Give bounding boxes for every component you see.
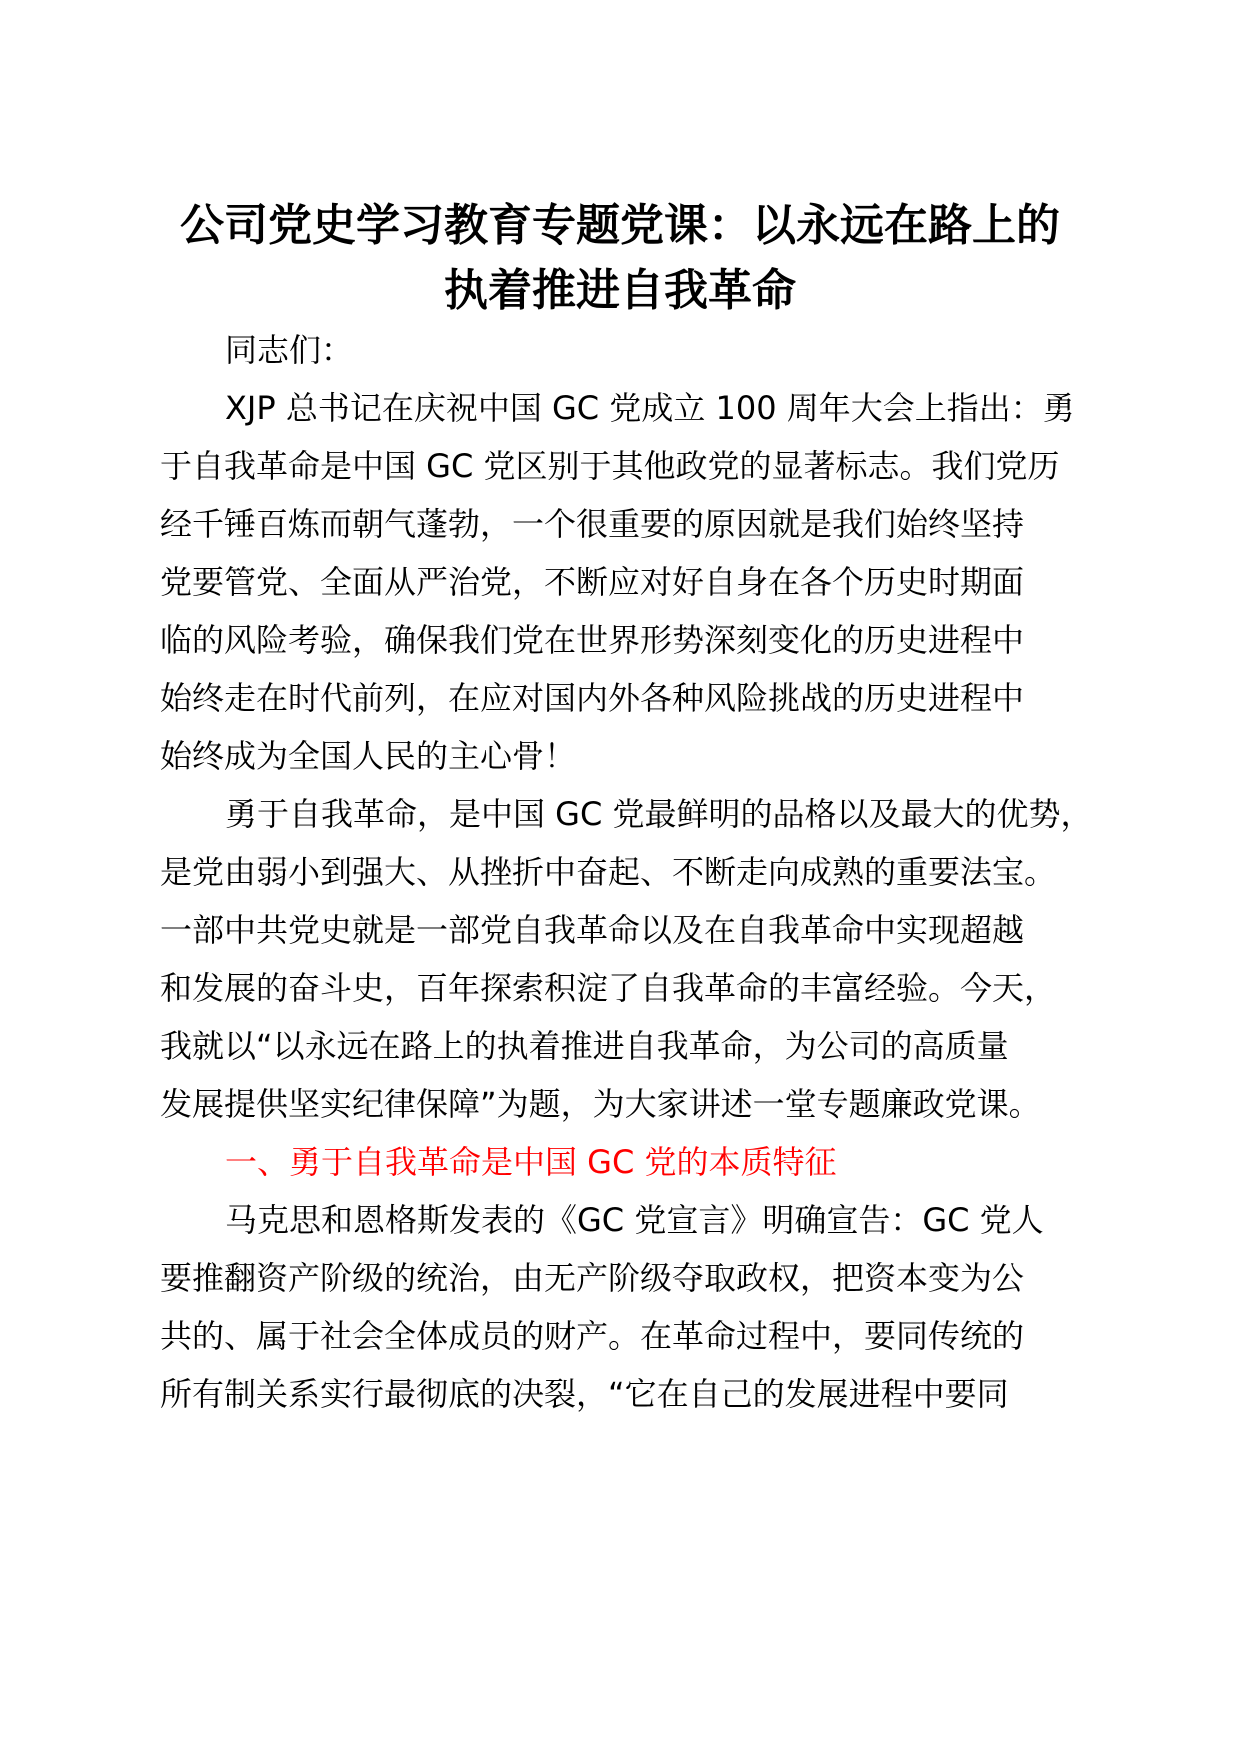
document-title-line-1: 公司党史学习教育专题党课：以永远在路上的 — [180, 200, 1060, 251]
paragraph-line: 党要管党、全面从严治党，不断应对好自身在各个历史时期面 — [160, 563, 1025, 601]
paragraph-line: 勇于自我革命，是中国 GC 党最鲜明的品格以及最大的优势， — [225, 795, 1093, 833]
paragraph-line: 始终成为全国人民的主心骨！ — [160, 737, 577, 775]
document-title-line-2: 执着推进自我革命 — [444, 265, 796, 316]
paragraph-line: 和发展的奋斗史，百年探索积淀了自我革命的丰富经验。今天， — [160, 969, 1057, 1007]
paragraph-line: 于自我革命是中国 GC 党区别于其他政党的显著标志。我们党历 — [160, 447, 1060, 485]
paragraph-line: 所有制关系实行最彻底的决裂，“它在自己的发展进程中要同 — [160, 1375, 1009, 1413]
paragraph-line: 始终走在时代前列，在应对国内外各种风险挑战的历史进程中 — [160, 679, 1025, 717]
paragraph-line: 是党由弱小到强大、从挫折中奋起、不断走向成熟的重要法宝。 — [160, 853, 1057, 891]
paragraph-line: 要推翻资产阶级的统治，由无产阶级夺取政权，把资本变为公 — [160, 1259, 1025, 1297]
salutation: 同志们： — [225, 331, 354, 369]
paragraph-line: XJP 总书记在庆祝中国 GC 党成立 100 周年大会上指出：勇 — [225, 389, 1075, 427]
section-heading: 一、勇于自我革命是中国 GC 党的本质特征 — [225, 1143, 837, 1181]
paragraph-line: 共的、属于社会全体成员的财产。在革命过程中，要同传统的 — [160, 1317, 1025, 1355]
paragraph-line: 发展提供坚实纪律保障”为题，为大家讲述一堂专题廉政党课。 — [160, 1085, 1041, 1123]
paragraph-line: 我就以“以永远在路上的执着推进自我革命，为公司的高质量 — [160, 1027, 1009, 1065]
paragraph-line: 马克思和恩格斯发表的《GC 党宣言》明确宣告：GC 党人 — [225, 1201, 1044, 1239]
paragraph-line: 一部中共党史就是一部党自我革命以及在自我革命中实现超越 — [160, 911, 1025, 949]
paragraph-line: 临的风险考验，确保我们党在世界形势深刻变化的历史进程中 — [160, 621, 1025, 659]
paragraph-line: 经千锤百炼而朝气蓬勃，一个很重要的原因就是我们始终坚持 — [160, 505, 1025, 543]
